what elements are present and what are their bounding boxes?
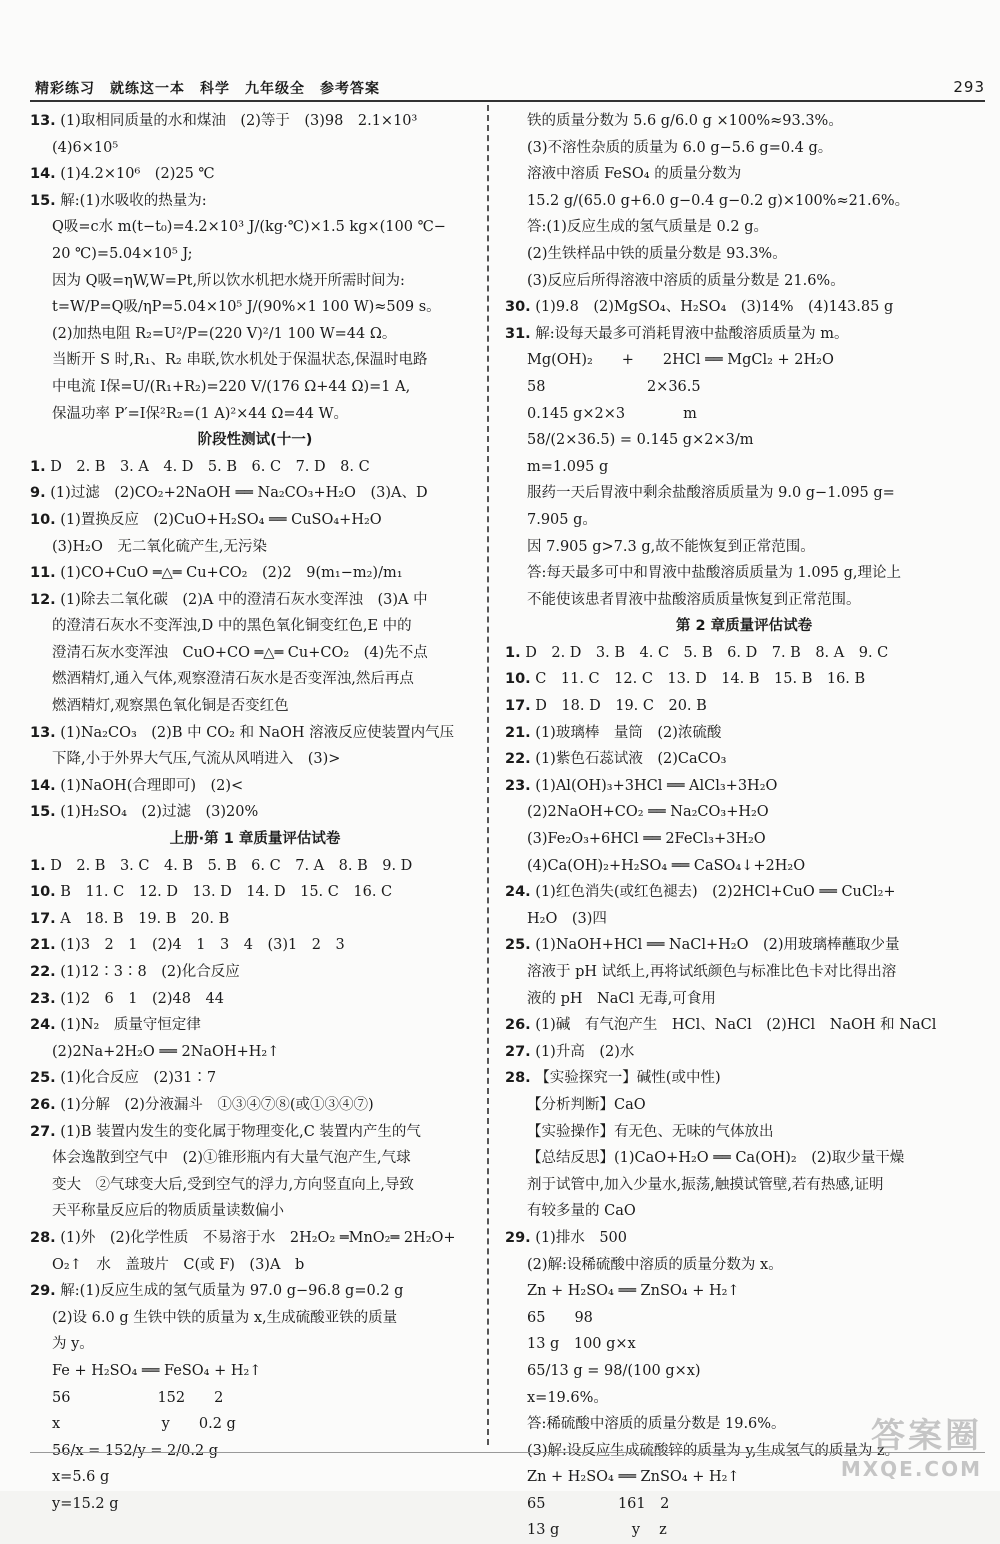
answer-text: 【分析判断】CaO [527, 1096, 646, 1113]
answer-text: (3)解:设反应生成硫酸锌的质量为 y,生成氢气的质量为 z。 [527, 1442, 900, 1459]
answer-line [505, 773, 983, 800]
answer-text: (1)置换反应 (2)CuO+H₂SO₄ ══ CuSO₄+H₂O [60, 511, 382, 528]
question-number: 1. [30, 458, 46, 475]
answer-text: (1)CO+CuO ═△═ Cu+CO₂ (2)2 9(m₁−m₂)/m₁ [60, 565, 403, 582]
answer-text: 答:(1)反应生成的氢气质量是 0.2 g。 [527, 219, 768, 236]
answer-line [505, 693, 983, 720]
answer-line [505, 454, 983, 481]
answer-text: D 18. D 19. C 20. B [535, 698, 707, 715]
answer-line [30, 1358, 480, 1385]
answer-text: 为 y。 [52, 1336, 94, 1353]
answer-text: 因为 Q吸=ηW,W=Pt,所以饮水机把水烧开所需时间为: [52, 272, 405, 289]
answer-text: (1)B 装置内发生的变化属于物理变化,C 装置内产生的气 [60, 1123, 421, 1140]
answer-text: (3)Fe₂O₃+6HCl ══ 2FeCl₃+3H₂O [527, 831, 766, 848]
column-divider [487, 105, 489, 1445]
answer-text: x y 0.2 g [52, 1416, 236, 1433]
question-number: 23. [30, 990, 56, 1007]
answer-line [505, 587, 983, 614]
answer-line [505, 1358, 983, 1385]
answer-line [505, 799, 983, 826]
answer-text: 13 g y z [527, 1522, 667, 1539]
answer-line [30, 613, 480, 640]
answer-line [30, 879, 480, 906]
answer-line [30, 1198, 480, 1225]
answer-text: D 2. D 3. B 4. C 5. B 6. D 7. B 8. A 9. C [525, 644, 889, 661]
answer-text: t=W/P=Q吸/ηP=5.04×10⁵ J/(90%×1 100 W)≈509 s。 [52, 299, 441, 316]
answer-text: 剂于试管中,加入少量水,振荡,触摸试管壁,若有热感,证明 [527, 1176, 884, 1193]
answer-line [30, 347, 480, 374]
question-number: 9. [30, 485, 46, 502]
answer-line [505, 1145, 983, 1172]
question-number: 22. [505, 751, 531, 768]
answer-text: 【实验探究一】碱性(或中性) [535, 1070, 721, 1087]
answer-line [505, 1172, 983, 1199]
question-number: 28. [505, 1070, 531, 1087]
answer-line [505, 214, 983, 241]
answer-text: 【实验操作】有无色、无味的气体放出 [527, 1123, 774, 1140]
answer-line [505, 241, 983, 268]
answer-line [30, 720, 480, 747]
section-heading [30, 826, 480, 853]
question-number: 23. [505, 777, 531, 794]
answer-text: 下降,小于外界大气压,气流从风哨进入 (3)> [52, 751, 341, 768]
section-heading [30, 427, 480, 454]
answer-text: 不能使该患者胃液中盐酸溶质质量恢复到正常范围。 [527, 591, 861, 608]
answer-text: (1)紫色石蕊试液 (2)CaCO₃ [535, 751, 727, 768]
question-number: 29. [505, 1229, 531, 1246]
answer-text: 15.2 g/(65.0 g+6.0 g−0.4 g−0.2 g)×100%≈21.6%。 [527, 192, 910, 209]
section-title: 上册·第 1 章质量评估试卷 [169, 831, 341, 848]
answer-line [30, 268, 480, 295]
answer-line [30, 214, 480, 241]
answer-text: (1)9.8 (2)MgSO₄、H₂SO₄ (3)14% (4)143.85 g [535, 299, 894, 316]
answer-line [505, 986, 983, 1013]
answer-text: (2)生铁样品中铁的质量分数是 93.3%。 [527, 245, 787, 262]
answer-line [505, 1039, 983, 1066]
answer-line [505, 188, 983, 215]
answer-text: (1)玻璃棒 量筒 (2)浓硫酸 [535, 724, 722, 741]
answer-line [30, 1092, 480, 1119]
question-number: 31. [505, 325, 531, 342]
page-number: 293 [953, 78, 985, 96]
answer-line [30, 321, 480, 348]
answer-text: (3)H₂O 无二氧化硫产生,无污染 [52, 538, 267, 555]
watermark-url: MXQE.COM [840, 1457, 982, 1481]
answer-text: 58 2×36.5 [527, 378, 701, 395]
answer-line [30, 1252, 480, 1279]
answer-line [30, 1438, 480, 1465]
answer-text: (1)2 6 1 (2)48 44 [60, 990, 224, 1007]
question-number: 1. [30, 857, 46, 874]
answer-text: D 2. B 3. A 4. D 5. B 6. C 7. D 8. C [50, 458, 370, 475]
answer-line [505, 534, 983, 561]
question-number: 27. [30, 1123, 56, 1140]
answer-line [30, 108, 480, 135]
answer-text: (1)碱 有气泡产生 HCl、NaCl (2)HCl NaOH 和 NaCl [535, 1017, 937, 1034]
answer-line [30, 1172, 480, 1199]
answer-line [30, 959, 480, 986]
question-number: 17. [30, 910, 56, 927]
answer-text: (1)N₂ 质量守恒定律 [60, 1017, 201, 1034]
answer-line [505, 108, 983, 135]
question-number: 27. [505, 1043, 531, 1060]
question-number: 25. [505, 937, 531, 954]
answer-line [505, 401, 983, 428]
question-number: 21. [505, 724, 531, 741]
question-number: 13. [30, 113, 56, 129]
answer-line [30, 1225, 480, 1252]
answer-line [30, 906, 480, 933]
answer-text: (1)3 2 1 (2)4 1 3 4 (3)1 2 3 [60, 937, 345, 954]
question-number: 12. [30, 591, 56, 608]
answer-text: Fe + H₂SO₄ ══ FeSO₄ + H₂↑ [52, 1362, 262, 1379]
header-title: 精彩练习 就练这一本 科学 九年级全 参考答案 [35, 81, 380, 97]
answer-line [30, 507, 480, 534]
answer-text: 解:(1)反应生成的氢气质量为 97.0 g−96.8 g=0.2 g [60, 1283, 404, 1300]
answer-line [505, 1225, 983, 1252]
question-number: 30. [505, 299, 531, 316]
answer-text: (1)NaOH+HCl ══ NaCl+H₂O (2)用玻璃棒蘸取少量 [535, 937, 900, 954]
answer-text: 变大 ②气球变大后,受到空气的浮力,方向竖直向上,导致 [52, 1176, 414, 1193]
answer-line [505, 507, 983, 534]
answer-text: m=1.095 g [527, 458, 609, 475]
answer-line [30, 1119, 480, 1146]
answer-line [30, 693, 480, 720]
answer-text: 溶液中溶质 FeSO₄ 的质量分数为 [527, 166, 742, 183]
question-number: 10. [30, 884, 56, 901]
answer-text: A 18. B 19. B 20. B [60, 910, 230, 927]
answer-line [30, 640, 480, 667]
answer-line [30, 1491, 480, 1518]
answer-text: 【总结反思】(1)CaO+H₂O ══ Ca(OH)₂ (2)取少量干燥 [527, 1150, 905, 1167]
answer-line [30, 454, 480, 481]
answer-line [30, 1385, 480, 1412]
answer-text: 铁的质量分数为 5.6 g/6.0 g ×100%≈93.3%。 [527, 113, 843, 129]
answer-line [505, 427, 983, 454]
section-title: 阶段性测试(十一) [197, 432, 313, 449]
answer-text: 58/(2×36.5) = 0.145 g×2×3/m [527, 432, 754, 449]
answer-line [505, 1252, 983, 1279]
answer-text: y=15.2 g [52, 1495, 119, 1512]
answer-text: 答:每天最多可中和胃液中盐酸溶质质量为 1.095 g,理论上 [527, 565, 902, 582]
answer-line [30, 1012, 480, 1039]
answer-line [30, 401, 480, 428]
answer-line [505, 374, 983, 401]
answer-line [505, 161, 983, 188]
answer-line [30, 135, 480, 162]
answer-text: Zn + H₂SO₄ ══ ZnSO₄ + H₂↑ [527, 1469, 740, 1486]
answer-text: 0.145 g×2×3 m [527, 405, 697, 422]
answer-text: (1)红色消失(或红色褪去) (2)2HCl+CuO ══ CuCl₂+ [535, 884, 896, 901]
answer-text: (3)不溶性杂质的质量为 6.0 g−5.6 g=0.4 g。 [527, 139, 833, 156]
answer-text: Q吸=c水 m(t−t₀)=4.2×10³ J/(kg·℃)×1.5 kg×(100 ℃− [52, 219, 446, 236]
answer-line [505, 1517, 983, 1544]
answer-text: 溶液于 pH 试纸上,再将试纸颜色与标准比色卡对比得出溶 [527, 964, 897, 980]
answer-line [505, 853, 983, 880]
answer-text: (1)化合反应 (2)31∶7 [60, 1070, 217, 1087]
answer-text: (1)排水 500 [535, 1229, 628, 1246]
answer-text: (1)外 (2)化学性质 不易溶于水 2H₂O₂ ═MnO₂═ 2H₂O+ [60, 1229, 456, 1246]
answer-text: (4)6×10⁵ [52, 139, 119, 156]
answer-text: D 2. B 3. C 4. B 5. B 6. C 7. A 8. B 9. D [50, 857, 413, 874]
left-column [30, 108, 480, 1517]
answer-line [505, 1491, 983, 1518]
answer-line [30, 932, 480, 959]
question-number: 13. [30, 724, 56, 741]
answer-line [505, 959, 983, 986]
answer-text: 燃酒精灯,通入气体,观察澄清石灰水是否变浑浊,然后再点 [52, 671, 414, 688]
answer-text: 65/13 g = 98/(100 g×x) [527, 1362, 701, 1379]
answer-line [505, 640, 983, 667]
answer-text: 因 7.905 g>7.3 g,故不能恢复到正常范围。 [527, 538, 815, 555]
answer-line [30, 587, 480, 614]
answer-line [505, 879, 983, 906]
question-number: 15. [30, 804, 56, 821]
answer-text: 的澄清石灰水不变浑浊,D 中的黑色氧化铜变红色,E 中的 [52, 618, 412, 635]
watermark-logo [841, 1408, 982, 1481]
question-number: 14. [30, 166, 56, 183]
answer-line [30, 773, 480, 800]
answer-line [505, 720, 983, 747]
answer-line [30, 746, 480, 773]
answer-line [30, 161, 480, 188]
answer-text: 13 g 100 g×x [527, 1336, 636, 1353]
answer-line [505, 826, 983, 853]
answer-text: (1)升高 (2)水 [535, 1043, 635, 1060]
answer-text: x=19.6%。 [527, 1389, 608, 1406]
answer-line [505, 1331, 983, 1358]
answer-line [505, 1278, 983, 1305]
answer-text: 7.905 g。 [527, 511, 597, 528]
answer-line [505, 560, 983, 587]
answer-text: 65 161 2 [527, 1495, 670, 1512]
answer-text: (1)过滤 (2)CO₂+2NaOH ══ Na₂CO₃+H₂O (3)A、D [50, 485, 428, 502]
answer-text: 液的 pH NaCl 无毒,可食用 [527, 990, 716, 1007]
answer-line [505, 1119, 983, 1146]
answer-line [505, 268, 983, 295]
question-number: 26. [30, 1096, 56, 1113]
answer-text: 天平称量反应后的物质质量读数偏小 [52, 1203, 284, 1220]
answer-line [30, 1278, 480, 1305]
answer-text: H₂O (3)四 [527, 910, 607, 927]
question-number: 26. [505, 1017, 531, 1034]
answer-text: (3)反应后所得溶液中溶质的质量分数是 21.6%。 [527, 272, 845, 289]
answer-line [30, 666, 480, 693]
question-number: 28. [30, 1229, 56, 1246]
answer-line [30, 799, 480, 826]
question-number: 17. [505, 698, 531, 715]
answer-line [30, 480, 480, 507]
answer-text: 答:稀硫酸中溶质的质量分数是 19.6%。 [527, 1416, 786, 1433]
answer-line [30, 560, 480, 587]
section-title: 第 2 章质量评估试卷 [675, 618, 813, 635]
answer-line [30, 1411, 480, 1438]
answer-line [505, 906, 983, 933]
question-number: 21. [30, 937, 56, 954]
right-column [505, 108, 983, 1544]
answer-line [505, 932, 983, 959]
answer-text: 体会逸散到空气中 (2)①锥形瓶内有大量气泡产生,气球 [52, 1150, 411, 1167]
question-number: 24. [30, 1017, 56, 1034]
answer-text: 56/x = 152/y = 2/0.2 g [52, 1442, 219, 1459]
question-number: 11. [30, 565, 56, 582]
answer-line [30, 374, 480, 401]
answer-line [30, 534, 480, 561]
answer-text: 20 ℃)=5.04×10⁵ J; [52, 245, 193, 262]
answer-text: 解:设每天最多可消耗胃液中盐酸溶质质量为 m。 [535, 325, 849, 342]
question-number: 10. [505, 671, 531, 688]
answer-line [505, 1092, 983, 1119]
answer-line [505, 294, 983, 321]
answer-text: (4)Ca(OH)₂+H₂SO₄ ══ CaSO₄↓+2H₂O [527, 857, 806, 874]
answer-line [30, 1065, 480, 1092]
answer-text: (1)Al(OH)₃+3HCl ══ AlCl₃+3H₂O [535, 777, 778, 794]
answer-line [505, 321, 983, 348]
answer-text: (2)2Na+2H₂O ══ 2NaOH+H₂↑ [52, 1043, 280, 1060]
answer-text: (2)解:设稀硫酸中溶质的质量分数为 x。 [527, 1256, 783, 1273]
answer-text: x=5.6 g [52, 1469, 110, 1486]
answer-line [30, 1331, 480, 1358]
section-heading [505, 613, 983, 640]
answer-line [30, 853, 480, 880]
answer-text: 解:(1)水吸收的热量为: [60, 192, 207, 209]
answer-text: (2)2NaOH+CO₂ ══ Na₂CO₃+H₂O [527, 804, 769, 821]
answer-line [30, 1039, 480, 1066]
answer-line [30, 1464, 480, 1491]
question-number: 10. [30, 511, 56, 528]
answer-text: 澄清石灰水变浑浊 CuO+CO ═△═ Cu+CO₂ (4)先不点 [52, 644, 428, 661]
answer-text: 有较多量的 CaO [527, 1203, 636, 1220]
answer-text: 服药一天后胃液中剩余盐酸溶质质量为 9.0 g−1.095 g= [527, 485, 895, 502]
answer-line [505, 1065, 983, 1092]
answer-line [30, 1145, 480, 1172]
answer-line [505, 746, 983, 773]
answer-line [30, 1305, 480, 1332]
answer-line [505, 1305, 983, 1332]
question-number: 14. [30, 777, 56, 794]
answer-text: 65 98 [527, 1309, 593, 1326]
answer-text: (2)设 6.0 g 生铁中铁的质量为 x,生成硫酸亚铁的质量 [52, 1309, 398, 1326]
question-number: 24. [505, 884, 531, 901]
answer-line [505, 480, 983, 507]
answer-text: Mg(OH)₂ + 2HCl ══ MgCl₂ + 2H₂O [527, 352, 834, 369]
answer-text: (1)取相同质量的水和煤油 (2)等于 (3)98 2.1×10³ [60, 113, 418, 129]
page-header [30, 78, 985, 102]
answer-text: (1)NaOH(合理即可) (2)< [60, 777, 244, 794]
answer-text: (1)除去二氧化碳 (2)A 中的澄清石灰水变浑浊 (3)A 中 [60, 591, 428, 608]
answer-line [30, 188, 480, 215]
answer-text: O₂↑ 水 盖玻片 C(或 F) (3)A b [52, 1256, 305, 1273]
answer-line [505, 347, 983, 374]
answer-line [505, 1198, 983, 1225]
answer-text: C 11. C 12. C 13. D 14. B 15. B 16. B [535, 671, 866, 688]
question-number: 1. [505, 644, 521, 661]
answer-line [505, 666, 983, 693]
answer-line [505, 135, 983, 162]
answer-text: Zn + H₂SO₄ ══ ZnSO₄ + H₂↑ [527, 1283, 740, 1300]
question-number: 29. [30, 1283, 56, 1300]
question-number: 25. [30, 1070, 56, 1087]
answer-line [30, 986, 480, 1013]
answer-text: B 11. C 12. D 13. D 14. D 15. C 16. C [60, 884, 393, 901]
answer-text: 保温功率 P′=I保²R₂=(1 A)²×44 Ω=44 W。 [52, 405, 349, 422]
answer-text: (1)12∶3∶8 (2)化合反应 [60, 964, 240, 980]
answer-line [505, 1012, 983, 1039]
answer-text: (1)4.2×10⁶ (2)25 ℃ [60, 166, 215, 183]
answer-text: (2)加热电阻 R₂=U²/P=(220 V)²/1 100 W=44 Ω。 [52, 325, 397, 342]
answer-text: 当断开 S 时,R₁、R₂ 串联,饮水机处于保温状态,保温时电路 [52, 352, 428, 369]
answer-text: 56 152 2 [52, 1389, 224, 1406]
answer-text: (1)H₂SO₄ (2)过滤 (3)20% [60, 804, 259, 821]
watermark-text: 答案圈 [871, 1416, 982, 1456]
answer-text: (1)分解 (2)分液漏斗 ①③④⑦⑧(或①③④⑦) [60, 1096, 374, 1113]
answer-text: 燃酒精灯,观察黑色氧化铜是否变红色 [52, 698, 289, 715]
answer-text: 中电流 I保=U/(R₁+R₂)=220 V/(176 Ω+44 Ω)=1 A, [52, 378, 411, 395]
answer-line [30, 294, 480, 321]
answer-text: (1)Na₂CO₃ (2)B 中 CO₂ 和 NaOH 溶液反应使装置内气压 [60, 724, 455, 741]
question-number: 22. [30, 964, 56, 980]
question-number: 15. [30, 192, 56, 209]
answer-line [30, 241, 480, 268]
